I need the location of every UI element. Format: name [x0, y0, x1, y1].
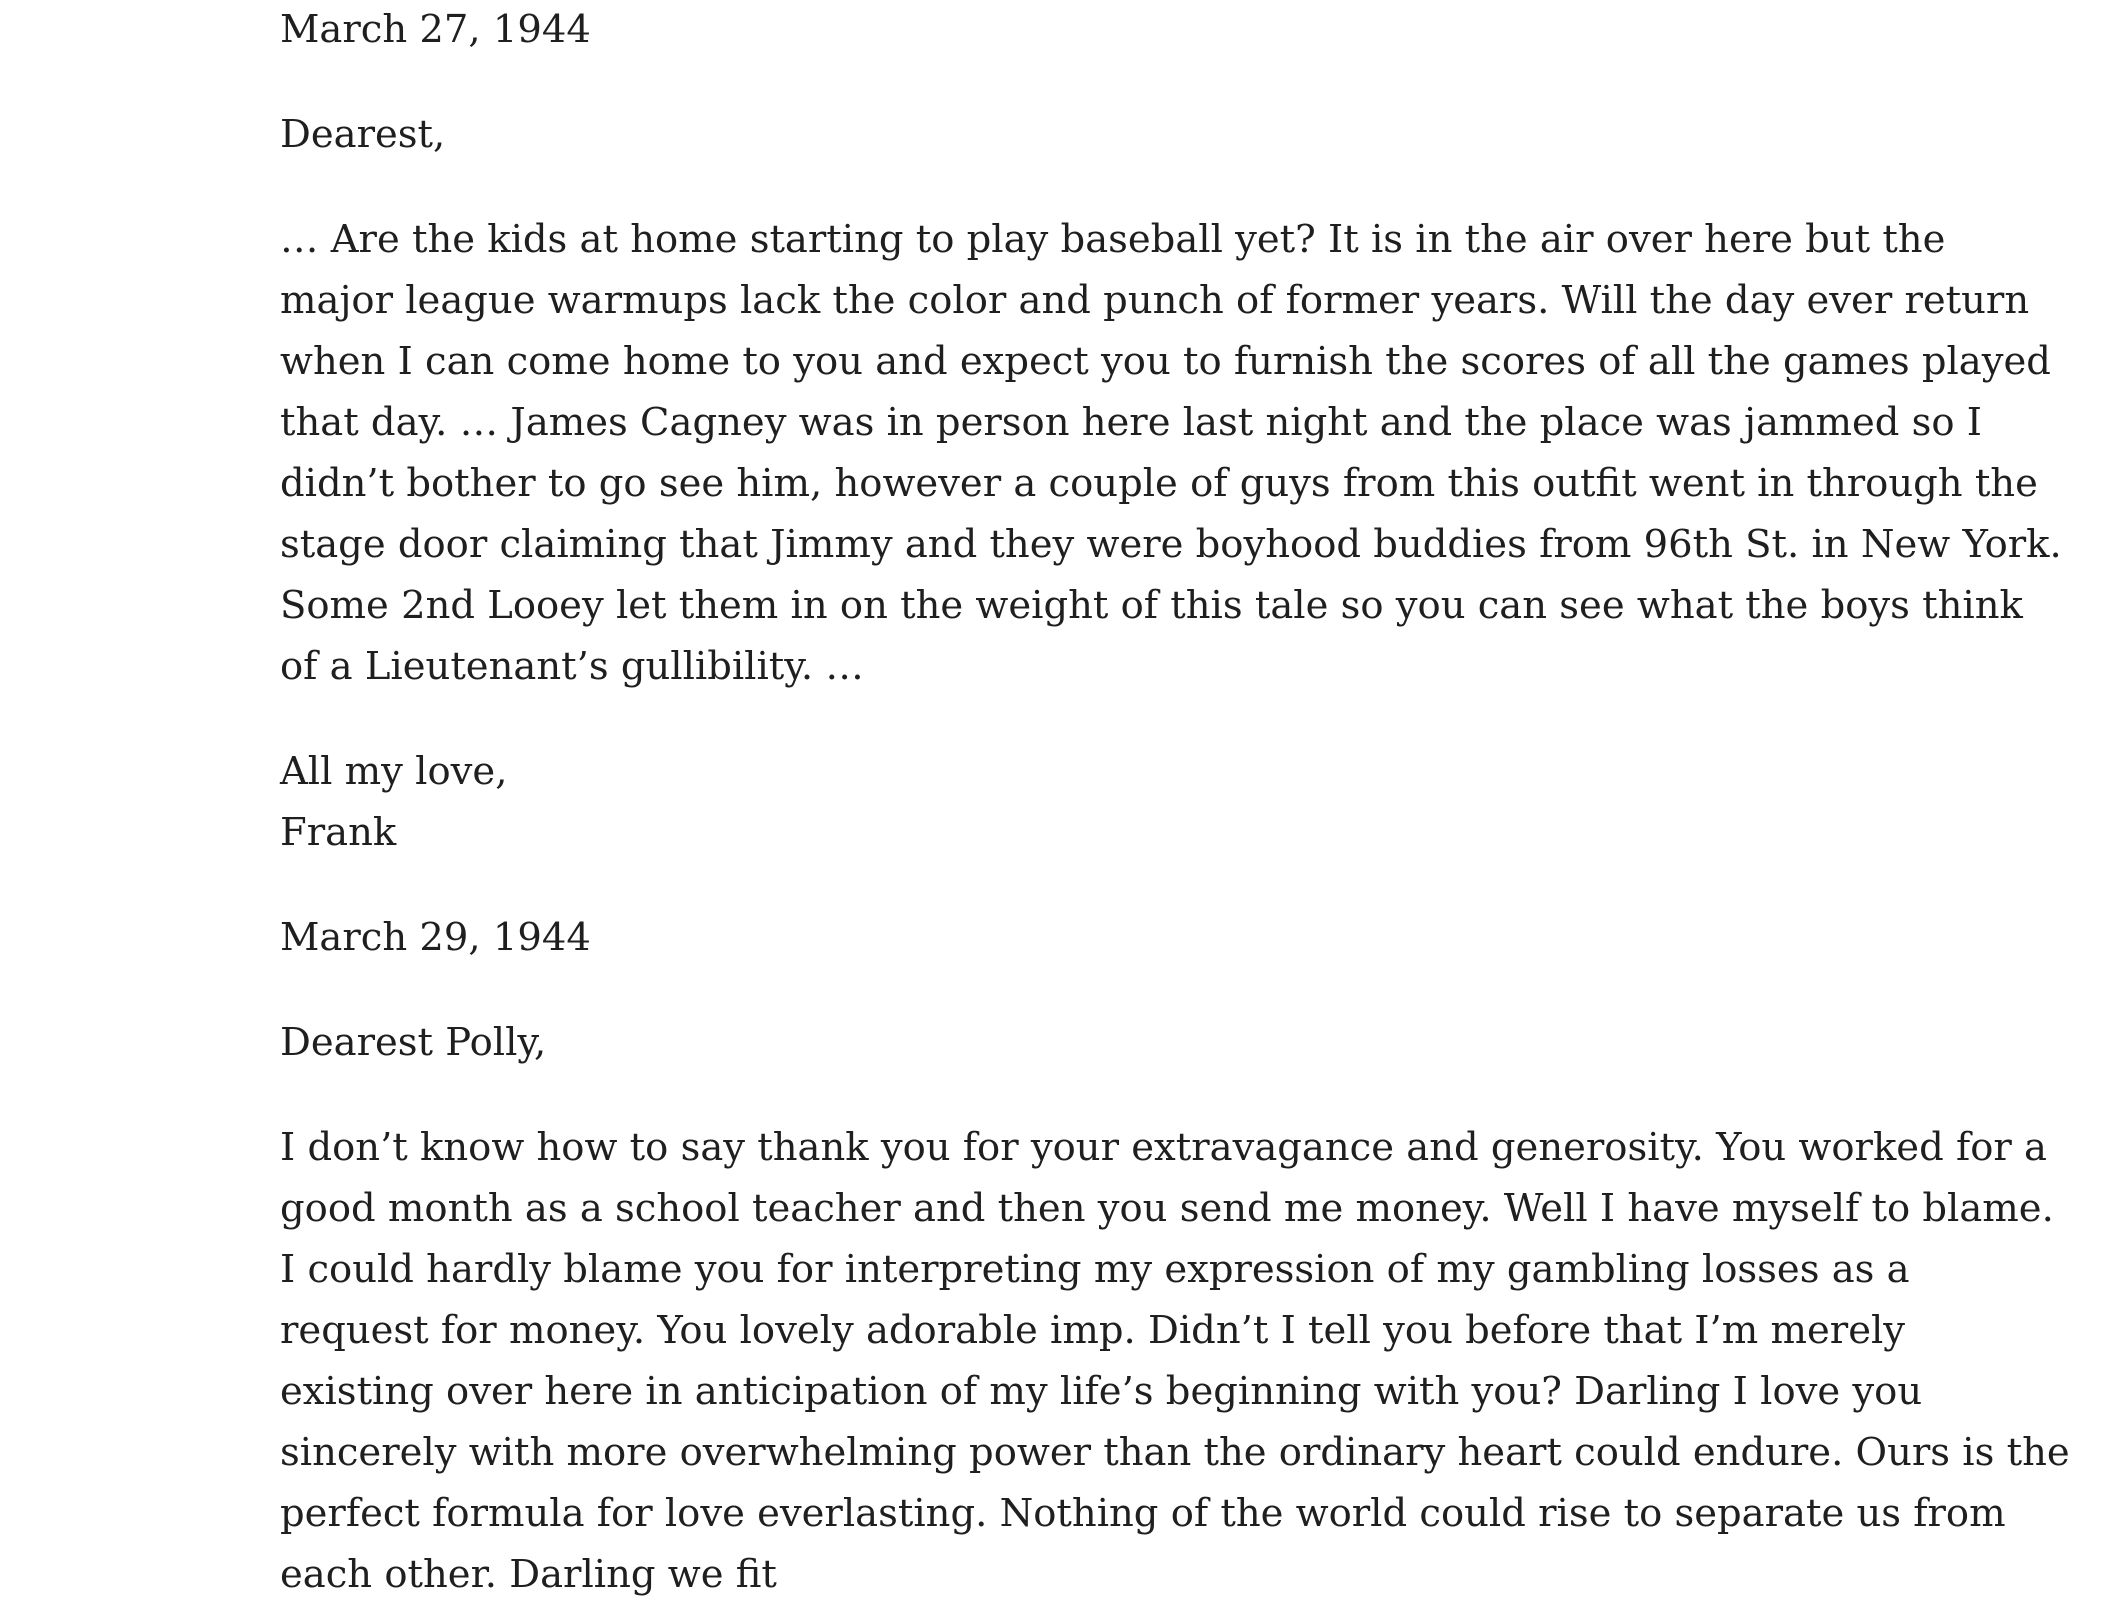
- letter-date: March 27, 1944: [280, 7, 591, 52]
- letter-march-27: [280, 0, 2070, 863]
- letter-salutation: Dearest,: [280, 112, 446, 157]
- letter-march-29: [280, 907, 2070, 1605]
- letter-closing: All my love,: [280, 749, 508, 794]
- letter-date: March 29, 1944: [280, 915, 591, 960]
- letter-closing-block: [280, 741, 2070, 863]
- letter-salutation: Dearest Polly,: [280, 1020, 547, 1065]
- letter-body: I don’t know how to say thank you for your extravagance and generosity. You worked for a good month as a school teacher and then you send me money. Well I have myself to blame. I could hardly blame you for interpreting my expression of my gambling losses as a request for money. You lovely adorable imp. Didn’t I tell you before that I’m merely existing over here in anticipation of my life’s beginning with you? Darling I love you sincerely with more overwhelming power than the ordinary heart could endure. Ours is the perfect formula for love everlasting. Nothing of the world could rise to separate us from each other. Darling we fit: [280, 1125, 2070, 1597]
- letter-signature: Frank: [280, 810, 397, 855]
- letter-body: … Are the kids at home starting to play baseball yet? It is in the air over here but the major league warmups lack the color and punch of former years. Will the day ever return when I can come home to you and expect you to furnish the scores of all the games played that day. … James Cagney was in person here last night and the place was jammed so I didn’t bother to go see him, however a couple of guys from this outfit went in through the stage door claiming that Jimmy and they were boyhood buddies from 96th St. in New York. Some 2nd Looey let them in on the weight of this tale so you can see what the boys think of a Lieutenant’s gullibility. …: [280, 217, 2062, 689]
- document-page: [280, 0, 2070, 1597]
